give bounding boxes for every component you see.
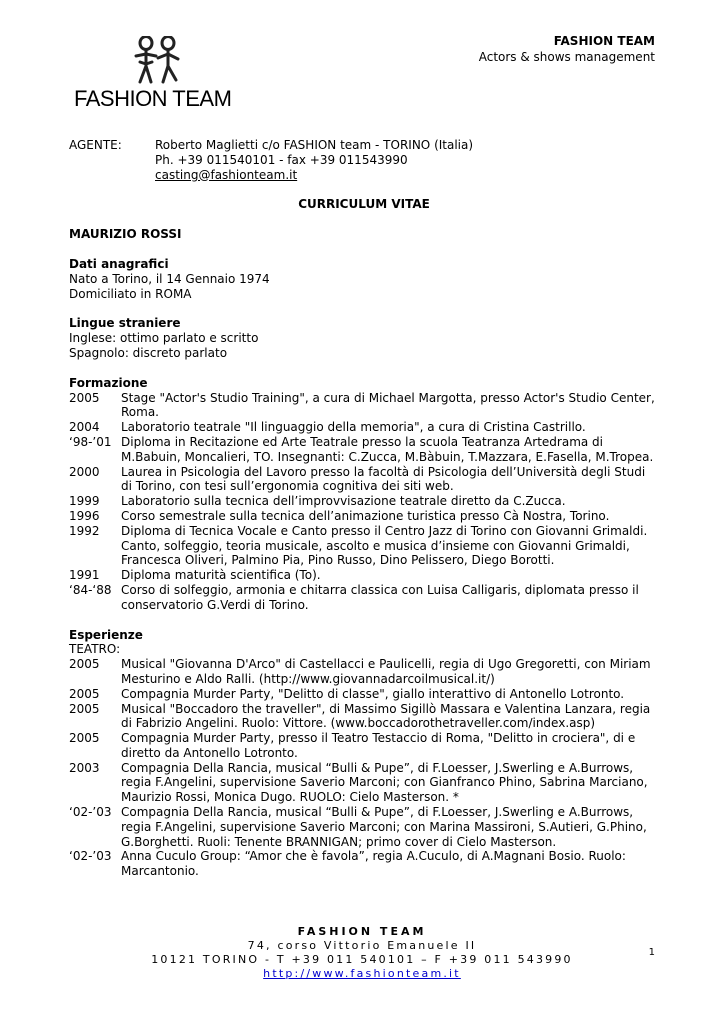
experience-entry: [69, 702, 659, 732]
experience-entry: [69, 731, 659, 761]
entry-text: Laboratorio sulla tecnica dell’improvvisazione teatrale diretto da C.Zucca.: [121, 494, 566, 509]
education-entry: [69, 583, 659, 613]
entry-text: Compagnia Murder Party, "Delitto di classe", giallo interattivo di Antonello Lotronto.: [121, 686, 625, 701]
agent-email-link[interactable]: casting@fashionteam.it: [155, 167, 298, 182]
language-line: Spagnolo: discreto parlato: [69, 345, 228, 360]
section-title-personal: Dati anagrafici: [69, 256, 169, 271]
entry-text: Corso semestrale sulla tecnica dell’animazione turistica presso Cà Nostra, Torino.: [121, 508, 610, 523]
entry-text: Stage "Actor's Studio Training", a cura di Michael Margotta, presso Actor's Studio Center, Roma.: [121, 390, 655, 420]
entry-text: Anna Cuculo Group: “Amor che è favola”, regia A.Cuculo, di A.Magnani Bosio. Ruolo: Marcantonio.: [121, 849, 626, 879]
entry-text: Diploma di Tecnica Vocale e Canto presso il Centro Jazz di Torino con Giovanni Grimaldi. Canto, solfeggio, teoria musicale, ascolto e musica d’insieme con Giovanni Grimaldi, Francesca Oliveri, Palmino Pia, Pino Russo, Dino Pelissero, Diego Borotti.: [121, 523, 648, 568]
footer-contacts: 10121 TORINO - T +39 011 540101 – F +39 011 543990: [151, 953, 573, 966]
cv-title: CURRICULUM VITAE: [298, 197, 430, 212]
page-number: 1: [648, 947, 655, 958]
entry-year: 1999: [69, 494, 100, 509]
education-entry: [69, 420, 659, 435]
experience-subtitle: TEATRO:: [69, 642, 121, 657]
entry-year: 2005: [69, 731, 100, 746]
header-agency: [479, 33, 655, 65]
section-title-education: Formazione: [69, 375, 148, 390]
entry-year: 1992: [69, 523, 100, 538]
education-entry: [69, 494, 659, 509]
entry-text: Musical "Giovanna D'Arco" di Castellacci e Paulicelli, regia di Ugo Gregoretti, con Miriam Mesturino e Aldo Ralli. (http://www.giovannadarcoilmusical.it/): [121, 657, 651, 686]
entry-text: Laboratorio teatrale "Il linguaggio della memoria", a cura di Cristina Castrillo.: [121, 420, 586, 435]
entry-year: ‘84-‘88: [69, 582, 112, 597]
fashion-team-logo: [74, 36, 239, 111]
education-entry: [69, 524, 659, 568]
entry-text: Laurea in Psicologia del Lavoro presso la facoltà di Psicologia dell’Università degli Studi di Torino, con tesi sull’ergonomia cognitiva dei siti web.: [121, 464, 646, 494]
education-entry: [69, 435, 659, 465]
entry-text: Compagnia Della Rancia, musical “Bulli & Pupe”, di F.Loesser, J.Swerling e A.Burrows, regia F.Angelini, supervisione Saverio Marconi; con Marina Massironi, S.Autieri, G.Phino, G.Borghetti. Ruoli: Tenente BRANNIGAN; primo cover di Cielo Masterson.: [121, 805, 647, 849]
footer-title: FASHION TEAM: [297, 925, 427, 938]
entry-year: 2005: [69, 686, 100, 701]
header-title: FASHION TEAM: [553, 34, 655, 48]
entry-text: Compagnia Murder Party, presso il Teatro Testaccio di Roma, "Delitto in crociera", di e diretto da Antonello Lotronto.: [121, 731, 636, 760]
education-entry: [69, 568, 659, 583]
experience-entry: [69, 761, 659, 805]
language-line: Inglese: ottimo parlato e scritto: [69, 331, 259, 346]
logo-text: FASHION TEAM: [74, 86, 232, 111]
section-title-experience: Esperienze: [69, 627, 143, 642]
entry-year: 2004: [69, 420, 100, 435]
footer-website-link[interactable]: http://www.fashionteam.it: [263, 967, 461, 980]
experience-entry: [69, 687, 659, 702]
entry-text: Corso di solfeggio, armonia e chitarra classica con Luisa Calligaris, diplomata presso il conservatorio G.Verdi di Torino.: [121, 582, 639, 612]
entry-year: 1991: [69, 568, 100, 583]
personal-line: Domiciliato in ROMA: [69, 286, 192, 301]
agent-line-1: Roberto Maglietti c/o FASHION team - TORINO (Italia): [155, 138, 474, 152]
logo-figures-icon: [130, 36, 186, 86]
footer-address: 74, corso Vittorio Emanuele II: [247, 939, 477, 952]
agent-block: [69, 138, 659, 182]
entry-text: Diploma in Recitazione ed Arte Teatrale presso la scuola Teatranza Artedrama di M.Babuin, Moncalieri, TO. Insegnanti: C.Zucca, M.Bàbuin, T.Mazzara, E.Fasella, M.Tropea.: [121, 434, 654, 464]
personal-line: Nato a Torino, il 14 Gennaio 1974: [69, 271, 270, 286]
cv-body: [69, 138, 659, 879]
entry-text: Compagnia Della Rancia, musical “Bulli & Pupe”, di F.Loesser, J.Swerling e A.Burrows, regia F.Angelini, supervisione Saverio Marconi; con Gianfranco Phino, Sabrina Marciano, Maurizio Rossi, Monica Dugo. RUOLO: Cielo Masterson. *: [121, 760, 648, 805]
entry-year: 2005: [69, 390, 100, 405]
entry-year: ‘02-’03: [69, 849, 112, 864]
entry-year: 2003: [69, 760, 100, 775]
header-subtitle: Actors & shows management: [478, 50, 655, 64]
person-name: MAURIZIO ROSSI: [69, 227, 182, 242]
education-entry: [69, 391, 659, 421]
entry-year: 2005: [69, 701, 100, 716]
education-entry: [69, 465, 659, 495]
entry-year: ‘98-’01: [69, 434, 112, 449]
entry-year: 2005: [69, 657, 100, 672]
experience-entry: [69, 805, 659, 849]
agent-label: AGENTE:: [69, 138, 122, 152]
entry-year: ‘02-’03: [69, 805, 112, 820]
page-footer: [0, 925, 724, 981]
entry-text: Musical "Boccadoro the traveller", di Massimo Sigillò Massara e Valentina Lanzara, regia di Fabrizio Angelini. Ruolo: Vittore. (www.boccadorothetraveller.com/index.asp): [121, 701, 651, 731]
entry-text: Diploma maturità scientifica (To).: [121, 568, 321, 583]
entry-year: 2000: [69, 464, 100, 479]
experience-entry: [69, 849, 659, 879]
education-entry: [69, 509, 659, 524]
section-title-languages: Lingue straniere: [69, 316, 181, 331]
experience-entry: [69, 657, 659, 687]
agent-line-2: Ph. +39 011540101 - fax +39 011543990: [155, 152, 408, 167]
entry-year: 1996: [69, 508, 100, 523]
